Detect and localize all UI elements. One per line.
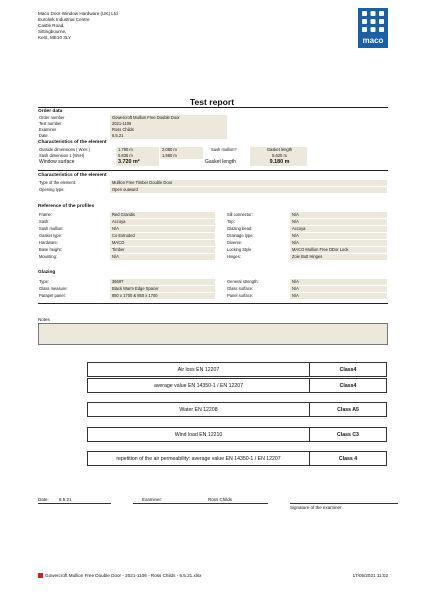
result-row [87, 402, 387, 417]
glazing-value: Black Warm Edge Spacer [110, 286, 216, 292]
window-surface-value: 3.720 m² [116, 159, 160, 166]
profile-label: Glazing bead: [227, 226, 253, 231]
glazing-value: N/A [290, 293, 388, 299]
section-rule [38, 170, 388, 171]
glazing-value: N/A [290, 279, 388, 285]
profiles-heading: Reference of the profiles [38, 204, 95, 209]
date-value: 6.5.21 [59, 497, 72, 502]
glazing-label: Parapet panel: [39, 293, 66, 298]
profile-value: N/A [110, 226, 216, 232]
examiner-label: Examiner: [142, 497, 163, 502]
result-test: Air loss EN 12207 [88, 363, 310, 376]
profile-value: Co Extruded [110, 233, 216, 239]
profile-label: Sill connector: [227, 212, 253, 217]
opening-type-value: Open outward [110, 187, 388, 193]
table-row [38, 226, 388, 232]
profile-label: Sash: [39, 219, 50, 224]
profile-value: N/A [290, 219, 388, 225]
order-label: Order number [39, 115, 65, 120]
result-row [87, 362, 387, 377]
sash-width: 0.835 m [116, 153, 160, 159]
profile-label: Locking Style [227, 247, 252, 252]
table-row [38, 133, 228, 139]
profile-value: N/A [290, 240, 388, 246]
profile-value: Accoya [110, 219, 216, 225]
sash-height: 1.980 m [160, 153, 204, 159]
type-label: Type of the element: [39, 180, 77, 185]
order-label: Test number [39, 121, 62, 126]
section-rule [38, 303, 388, 304]
profile-value: N/A [290, 233, 388, 239]
profile-label: Base height: [39, 247, 62, 252]
result-row [87, 378, 387, 393]
result-row [87, 427, 387, 442]
profile-value: Accoya [290, 226, 388, 232]
gasket-total-value: 9.180 m [250, 159, 308, 166]
address-line: Eurolink Industrial Centre [38, 17, 90, 22]
glazing-label: General strength: [227, 279, 259, 284]
table-row [38, 187, 388, 193]
address-line: Sittingbourne, [38, 29, 67, 34]
address-line: Maco Door Window Hardware (UK) Ltd [38, 11, 118, 16]
result-row [87, 451, 387, 466]
footer-filename: Gowercroft Mullion Free Double Door - 2021-1106 - Ross Childs - 6.5.21.xlsx [45, 573, 202, 578]
dimension-label: Sash dimension 1 (WxH) [39, 153, 85, 158]
profile-label: Drainage type: [227, 233, 254, 238]
table-row [38, 293, 388, 299]
examiner-name: Ross Childs [208, 497, 233, 502]
glazing-value: 850 x 1700 & 850 x 1700 [110, 293, 216, 299]
result-class: Class C3 [337, 431, 359, 438]
page-title: Test report [189, 97, 235, 107]
date-line [38, 503, 111, 504]
glazing-label: Panel surface: [227, 293, 254, 298]
table-row [38, 219, 388, 225]
result-test: average value EN 14350-1 / EN 12207 [88, 379, 310, 392]
dimension-label: Outside dimensions ( WxH ) [39, 147, 90, 152]
characteristics-heading: Characteristics of the element [38, 140, 107, 145]
table-row [38, 286, 388, 292]
notes-box [38, 323, 388, 345]
order-number-value: Gowercroft Mullion Free Double Door [110, 115, 228, 121]
profile-value: N/A [290, 212, 388, 218]
maco-logo [358, 8, 388, 48]
excel-file-icon [38, 573, 43, 578]
mullion-label: Sash mullion? [211, 147, 237, 152]
examiner-value: Ross Childs [110, 127, 228, 133]
surface-label: Window surface [39, 159, 75, 165]
profile-label: Gasket type: [39, 233, 62, 238]
profile-value: Timber [110, 247, 216, 253]
glazing-value: N/A [290, 286, 388, 292]
logo-text: maco [362, 36, 384, 45]
test-number-value: 2021-1106 [110, 121, 228, 127]
footer-timestamp: 17/05/2021 11:02 [352, 573, 388, 578]
profile-value: MACO [110, 240, 216, 246]
table-row [38, 254, 388, 260]
table-row [38, 279, 388, 285]
result-class: Class4 [339, 382, 357, 389]
element-type-value: Mullion Free Timber Double Door [110, 180, 388, 186]
profile-label: Hardware: [39, 240, 58, 245]
glazing-heading: Glazing [38, 270, 56, 275]
table-row [38, 240, 388, 246]
result-class: Class A5 [337, 406, 359, 413]
profile-value: MACO Mullion Free DDor Lock [290, 247, 388, 253]
result-test: Wind load EN 12210 [88, 428, 310, 441]
table-row [38, 233, 388, 239]
table-row [38, 180, 388, 186]
date-value: 6.5.21 [110, 133, 228, 139]
outside-height: 2.080 m [160, 147, 204, 153]
table-row [38, 159, 308, 166]
profile-value: Zoie Butt Hinges [290, 254, 388, 260]
profile-value: N/A [110, 254, 216, 260]
profile-label: Hinges: [227, 254, 241, 259]
result-test: Water EN 12208 [88, 403, 310, 416]
notes-label: Notes [38, 317, 50, 322]
profile-label: Frame: [39, 212, 52, 217]
glazing-label: Glass surface: [227, 286, 254, 291]
order-label: Date [39, 133, 48, 138]
table-row [38, 247, 388, 253]
result-class: Class4 [339, 366, 357, 373]
address-line: Kent, ME10 3LY [38, 35, 72, 40]
profile-label: Mounting: [39, 254, 57, 259]
glazing-label: Type: [39, 279, 50, 284]
title-rule [38, 107, 388, 108]
gasket-length-label: Gasket length [250, 147, 308, 153]
sash-gasket-value: 5.620 m [250, 153, 308, 159]
table-row [38, 212, 388, 218]
date-label: Date: [38, 497, 49, 502]
company-address [38, 11, 118, 41]
signature-line [290, 503, 398, 504]
characteristics2-heading: Characteristics of the element [38, 173, 107, 178]
profile-label: Sash mullion: [39, 226, 64, 231]
profile-label: Top: [227, 219, 235, 224]
gasket-total-label: Gasket length [205, 159, 236, 165]
order-label: Examiner [39, 127, 57, 132]
order-heading: Order data [38, 109, 63, 114]
address-line: Castle Road, [38, 23, 65, 28]
glazing-value: 36697 [110, 279, 216, 285]
outside-width: 1.790 m [116, 147, 160, 153]
examiner-line [133, 503, 268, 504]
result-class: Class 4 [338, 455, 358, 462]
signature-label: Signature of the examiner [290, 505, 342, 510]
profile-value: Red Grandis [110, 212, 216, 218]
profile-label: Diverse: [227, 240, 243, 245]
glazing-label: Glass measure: [39, 286, 68, 291]
type-label: Opening type: [39, 187, 65, 192]
result-test: repetition of the air permeability: average value EN 14350-1 / EN 12207 [88, 452, 310, 465]
